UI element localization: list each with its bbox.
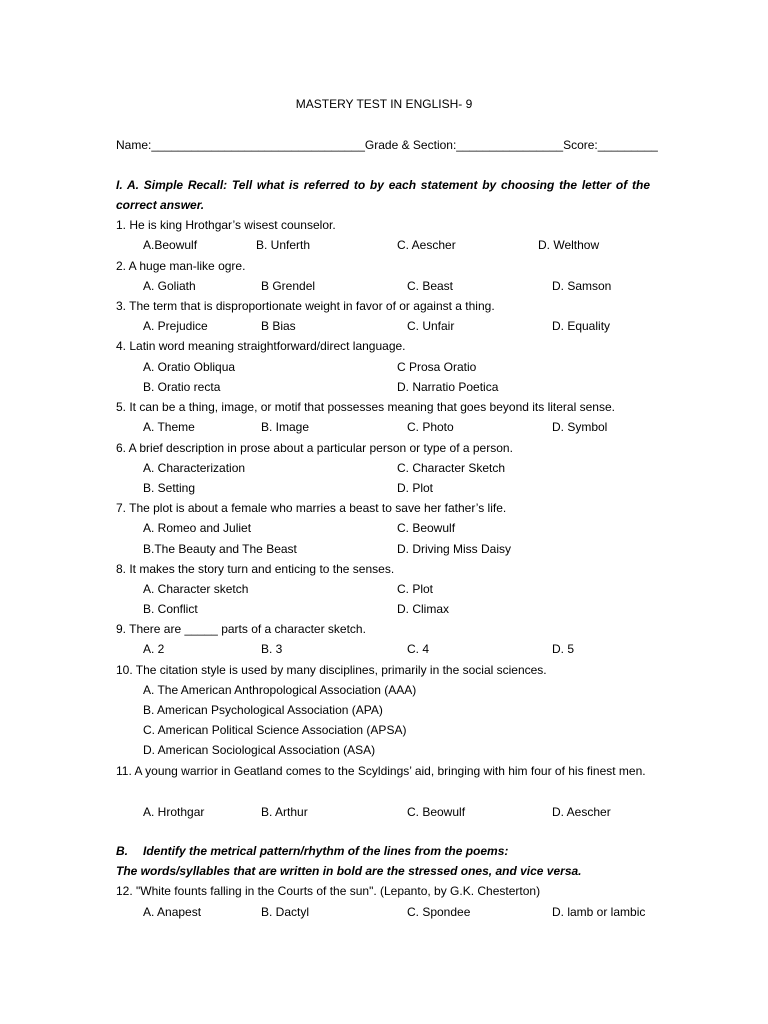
question-9-stem: 9. There are _____ parts of a character sketch. [116,622,366,636]
q10-option-a: A. The American Anthropological Association (AAA) [143,683,417,697]
question-12-stem: 12. "White founts falling in the Courts of the sun". (Lepanto, by G.K. Chesterton) [116,884,541,898]
q1-option-b: B. Unferth [256,238,311,252]
q3-option-a: A. Prejudice [143,319,208,333]
q7-option-b: B.The Beauty and The Beast [143,542,297,556]
question-7-stem: 7. The plot is about a female who marries a beast to save her father’s life. [116,501,507,515]
section-b-letter: B. [116,844,128,858]
q5-option-a: A. Theme [143,420,195,434]
q1-option-a: A.Beowulf [143,238,198,252]
q4-option-c: C Prosa Oratio [397,360,477,374]
q5-option-c: C. Photo [407,420,454,434]
q7-option-c: C. Beowulf [397,521,456,535]
q5-option-d: D. Symbol [552,420,608,434]
question-4-stem: 4. Latin word meaning straightforward/direct language. [116,339,406,353]
q5-option-b: B. Image [261,420,310,434]
q10-option-b: B. American Psychological Association (APA) [143,703,383,717]
question-2-stem: 2. A huge man-like ogre. [116,259,246,273]
q11-option-d: D. Aescher [552,805,611,819]
q1-option-c: C. Aescher [397,238,456,252]
q8-option-c: C. Plot [397,582,434,596]
question-1-stem: 1. He is king Hrothgar’s wisest counselor. [116,218,336,232]
q2-option-d: D. Samson [552,279,612,293]
q3-option-d: D. Equality [552,319,611,333]
q6-option-a: A. Characterization [143,461,246,475]
q8-option-a: A. Character sketch [143,582,249,596]
question-11-stem: 11. A young warrior in Geatland comes to the Scyldings’ aid, bringing with him four of his finest men. [116,764,646,778]
q4-option-a: A. Oratio Obliqua [143,360,236,374]
q12-option-c: C. Spondee [407,905,471,919]
q12-option-b: B. Dactyl [261,905,310,919]
q3-option-c: C. Unfair [407,319,455,333]
question-6-stem: 6. A brief description in prose about a particular person or type of a person. [116,441,513,455]
q7-option-d: D. Driving Miss Daisy [397,542,512,556]
q9-option-a: A. 2 [143,642,165,656]
question-3-stem: 3. The term that is disproportionate weight in favor of or against a thing. [116,299,495,313]
q10-option-c: C. American Political Science Association (APSA) [143,723,407,737]
q7-option-a: A. Romeo and Juliet [143,521,252,535]
q11-option-c: C. Beowulf [407,805,466,819]
section-b-instruction-1: Identify the metrical pattern/rhythm of the lines from the poems: [143,844,509,858]
q6-option-b: B. Setting [143,481,196,495]
q11-option-a: A. Hrothgar [143,805,205,819]
q6-option-d: D. Plot [397,481,434,495]
q9-option-c: C. 4 [407,642,430,656]
section-a-instruction: I. A. Simple Recall: Tell what is referred to by each statement by choosing the letter of the correct answer. [116,178,650,212]
q1-option-d: D. Welthow [538,238,600,252]
q4-option-d: D. Narratio Poetica [397,380,499,394]
name-grade-score-line: Name:________________________________Grade & Section:________________Score:_________ [116,138,658,152]
q4-option-b: B. Oratio recta [143,380,221,394]
q6-option-c: C. Character Sketch [397,461,506,475]
page-title: MASTERY TEST IN ENGLISH- 9 [295,97,473,111]
q3-option-b: B Bias [261,319,296,333]
q12-option-d: D. lamb or lambic [552,905,646,919]
q9-option-d: D. 5 [552,642,575,656]
q9-option-b: B. 3 [261,642,283,656]
q2-option-a: A. Goliath [143,279,196,293]
question-10-stem: 10. The citation style is used by many disciplines, primarily in the social sciences. [116,663,547,677]
q8-option-b: B. Conflict [143,602,198,616]
question-8-stem: 8. It makes the story turn and enticing to the senses. [116,562,395,576]
q10-option-d: D. American Sociological Association (ASA) [143,743,376,757]
q2-option-c: C. Beast [407,279,454,293]
q2-option-b: B Grendel [261,279,316,293]
q12-option-a: A. Anapest [143,905,202,919]
section-b-instruction-2: The words/syllables that are written in bold are the stressed ones, and vice versa. [116,864,582,878]
question-5-stem: 5. It can be a thing, image, or motif that possesses meaning that goes beyond its literal sense. [116,400,615,414]
q11-option-b: B. Arthur [261,805,308,819]
q8-option-d: D. Climax [397,602,450,616]
